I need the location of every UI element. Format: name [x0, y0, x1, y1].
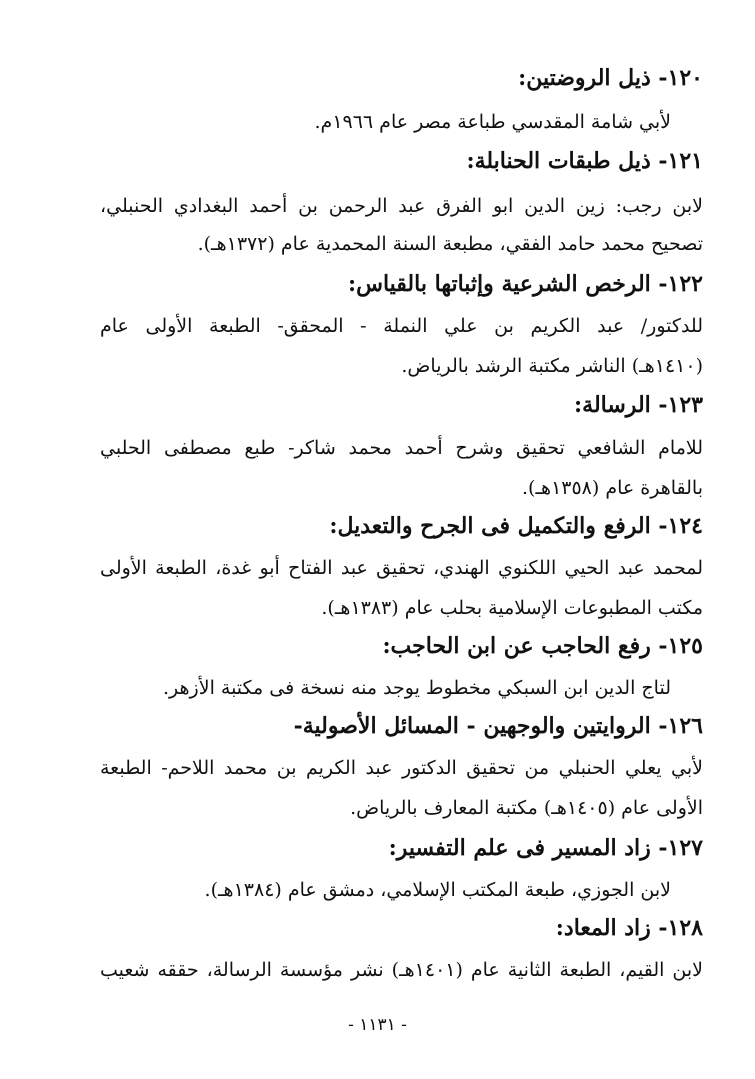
entry-text: لأبي شامة المقدسي طباعة مصر عام ١٩٦٦م.: [314, 111, 671, 133]
entry-text: للدكتور/ عبد الكريم بن علي النملة - المحقق- الطبعة الأولى عام: [100, 315, 703, 337]
entry-text: (١٤١٠هـ) الناشر مكتبة الرشد بالرياض.: [401, 355, 703, 377]
entry-text: لأبي يعلي الحنبلي من تحقيق الدكتور عبد الكريم بن محمد اللاحم- الطبعة: [100, 757, 703, 779]
entry-text: للامام الشافعي تحقيق وشرح أحمد محمد شاكر- طبع مصطفى الحلبي: [100, 437, 703, 459]
entry-text: لمحمد عبد الحيي اللكنوي الهندي، تحقيق عبد الفتاح أبو غدة، الطبعة الأولى: [100, 557, 703, 579]
entry-text: الأولى عام (١٤٠٥هـ) مكتبة المعارف بالرياض.: [350, 797, 703, 819]
entry-title: ١٢٣- الرسالة:: [574, 392, 703, 418]
entry-title: ١٢٨- زاد المعاد:: [555, 915, 703, 941]
entry-title: ١٢٤- الرفع والتكميل فى الجرح والتعديل:: [329, 513, 703, 539]
entry-text: لابن الجوزي، طبعة المكتب الإسلامي، دمشق عام (١٣٨٤هـ).: [204, 879, 671, 901]
entry-text: مكتب المطبوعات الإسلامية بحلب عام (١٣٨٣هـ).: [321, 597, 703, 619]
entry-text: تصحيح محمد حامد الفقي، مطبعة السنة المحمدية عام (١٣٧٢هـ).: [197, 233, 703, 255]
page-number: - ١١٣١ -: [348, 1015, 407, 1035]
entry-title: ١٢٦- الروايتين والوجهين - المسائل الأصولية-: [293, 713, 703, 739]
entry-text: لابن القيم، الطبعة الثانية عام (١٤٠١هـ) نشر مؤسسة الرسالة، حققه شعيب: [100, 959, 703, 981]
entry-title: ١٢٥- رفع الحاجب عن ابن الحاجب:: [382, 633, 703, 659]
entry-text: لتاج الدين ابن السبكي مخطوط يوجد منه نسخة فى مكتبة الأزهر.: [163, 677, 671, 699]
entry-title: ١٢١- ذيل طبقات الحنابلة:: [466, 148, 703, 174]
entry-text: لابن رجب: زين الدين ابو الفرق عبد الرحمن بن أحمد البغدادي الحنبلي،: [100, 195, 703, 217]
entry-text: بالقاهرة عام (١٣٥٨هـ).: [522, 477, 703, 499]
entry-title: ١٢٧- زاد المسير فى علم التفسير:: [388, 835, 703, 861]
entry-title: ١٢٠- ذيل الروضتين:: [518, 65, 703, 91]
entry-title: ١٢٢- الرخص الشرعية وإثباتها بالقياس:: [347, 271, 703, 297]
